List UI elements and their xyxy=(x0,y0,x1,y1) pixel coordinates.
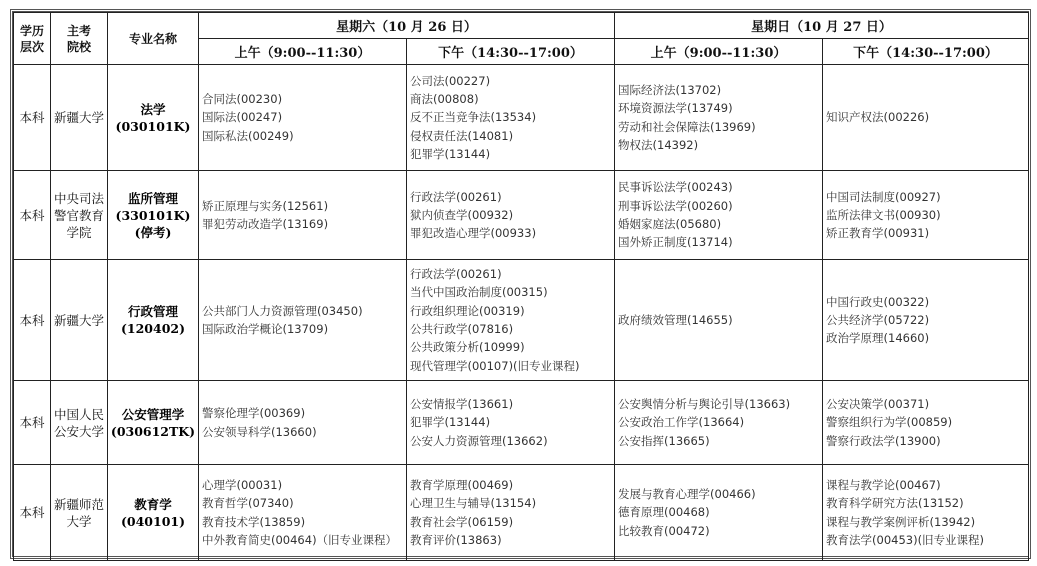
school-line: 中央司法 xyxy=(53,190,104,206)
school-cell xyxy=(51,381,108,465)
course-item: 罪犯改造心理学(00933) xyxy=(410,226,537,241)
header-sat-pm: 下午（14:30--17:00） xyxy=(407,39,615,65)
major-cell xyxy=(108,65,199,171)
course-item: 教育技术学(13859) xyxy=(202,514,306,529)
major-name: 法学 xyxy=(140,101,166,117)
course-item: 行政组织理论(00319) xyxy=(410,303,525,318)
header-level-line: 学历 xyxy=(19,23,44,38)
course-item: 心理学(00031) xyxy=(202,477,283,492)
major-code: (120402) xyxy=(120,321,185,336)
course-item: 现代管理学(00107)(旧专业课程) xyxy=(410,358,580,373)
course-item: 国际经济法(13702) xyxy=(618,82,722,97)
sun-pm-cell xyxy=(823,171,1029,260)
major-cell xyxy=(108,260,199,381)
major-name: 公安管理学 xyxy=(121,406,185,422)
course-item: 公安人力资源管理(13662) xyxy=(410,433,548,448)
course-item: 政治学原理(14660) xyxy=(826,331,930,346)
level-cell: 本科 xyxy=(14,171,51,260)
sun-pm-cell xyxy=(823,381,1029,465)
level-cell: 本科 xyxy=(14,65,51,171)
header-school xyxy=(51,13,108,65)
table-row xyxy=(14,260,1029,381)
course-item: 行政法学(00261) xyxy=(410,267,502,282)
header-row-days xyxy=(14,13,1029,39)
major-code: (330101K) xyxy=(115,207,191,223)
course-item: 反不正当竞争法(13534) xyxy=(410,110,537,125)
course-item: 公安决策学(00371) xyxy=(826,397,930,412)
sat-am-cell xyxy=(199,381,407,465)
course-item: 公安领导科学(13660) xyxy=(202,424,317,439)
course-item: 教育评价(13863) xyxy=(410,532,502,547)
major-code: (040101) xyxy=(120,513,185,529)
course-item: 发展与教育心理学(00466) xyxy=(618,487,756,502)
course-item: 教育学原理(00469) xyxy=(410,477,514,492)
major-name: 教育学 xyxy=(134,496,172,512)
sat-am-cell xyxy=(199,260,407,381)
course-item: 警察行政法学(13900) xyxy=(826,433,941,448)
school-line: 公安大学 xyxy=(53,423,104,439)
sun-am-cell xyxy=(615,260,823,381)
header-sat-am: 上午（9:00--11:30） xyxy=(199,39,407,65)
course-item: 犯罪学(13144) xyxy=(410,415,491,430)
course-item: 狱内侦查学(00932) xyxy=(410,207,514,222)
course-item: 教育科学研究方法(13152) xyxy=(826,496,964,511)
course-item: 婚姻家庭法(05680) xyxy=(618,217,722,231)
school-line: 大学 xyxy=(66,513,92,529)
course-item: 公安情报学(13661) xyxy=(410,397,514,412)
course-item: 课程与教学案例评析(13942) xyxy=(826,514,976,529)
course-item: 公共经济学(05722) xyxy=(826,312,930,327)
course-item: 监所法律文书(00930) xyxy=(826,207,941,222)
school-line: 学院 xyxy=(66,224,92,240)
course-item: 公安政治工作学(13664) xyxy=(618,415,745,430)
major-code: (030101K) xyxy=(115,118,191,134)
major-status: (停考) xyxy=(134,224,172,240)
school-line: 新疆大学 xyxy=(53,312,104,328)
header-day-saturday: 星期六（10 月 26 日） xyxy=(199,13,615,39)
major-name: 行政管理 xyxy=(127,304,178,319)
header-sun-am: 上午（9:00--11:30） xyxy=(615,39,823,65)
sun-pm-cell xyxy=(823,65,1029,171)
table-row xyxy=(14,465,1029,561)
exam-schedule-table xyxy=(13,12,1029,561)
header-level xyxy=(14,13,51,65)
course-item: 警察组织行为学(00859) xyxy=(826,415,953,430)
course-item: 矫正教育学(00931) xyxy=(826,226,930,241)
header-school-line: 院校 xyxy=(66,39,91,54)
major-name: 监所管理 xyxy=(127,190,178,206)
course-item: 课程与教学论(00467) xyxy=(826,477,941,492)
level-cell: 本科 xyxy=(14,381,51,465)
course-item: 公安舆情分析与舆论引导(13663) xyxy=(618,397,791,412)
school-cell xyxy=(51,171,108,260)
course-item: 中国行政史(00322) xyxy=(826,294,930,309)
school-line: 中国人民 xyxy=(53,406,104,422)
course-item: 当代中国政治制度(00315) xyxy=(410,285,548,300)
course-item: 公安指挥(13665) xyxy=(618,433,710,448)
sat-am-cell xyxy=(199,465,407,561)
header-level-line: 层次 xyxy=(19,39,44,54)
course-item: 民事诉讼法学(00243) xyxy=(618,180,733,195)
exam-schedule xyxy=(10,9,1031,559)
course-item: 教育法学(00453)(旧专业课程) xyxy=(826,532,985,547)
sat-pm-cell xyxy=(407,260,615,381)
course-item: 中国司法制度(00927) xyxy=(826,189,941,204)
sat-pm-cell xyxy=(407,171,615,260)
header-sun-pm: 下午（14:30--17:00） xyxy=(823,39,1029,65)
sat-pm-cell xyxy=(407,381,615,465)
course-item: 公共部门人力资源管理(03450) xyxy=(202,303,363,318)
sun-pm-cell xyxy=(823,260,1029,381)
course-item: 侵权责任法(14081) xyxy=(410,128,514,143)
course-item: 商法(00808) xyxy=(410,92,479,107)
school-line: 新疆大学 xyxy=(53,110,104,125)
sat-am-cell xyxy=(199,65,407,171)
course-item: 矫正原理与实务(12561) xyxy=(202,198,329,213)
school-line: 警官教育 xyxy=(53,207,104,223)
school-line: 新疆师范 xyxy=(53,496,104,512)
course-item: 公司法(00227) xyxy=(410,73,491,88)
sun-am-cell xyxy=(615,65,823,171)
course-item: 国际法(00247) xyxy=(202,110,283,125)
course-item: 德育原理(00468) xyxy=(618,505,710,520)
sat-am-cell xyxy=(199,171,407,260)
sat-pm-cell xyxy=(407,465,615,561)
course-item: 中外教育简史(00464)（旧专业课程） xyxy=(202,532,398,547)
level-cell: 本科 xyxy=(14,260,51,381)
course-item: 公共政策分析(10999) xyxy=(410,340,525,355)
sun-am-cell xyxy=(615,381,823,465)
course-item: 警察伦理学(00369) xyxy=(202,406,306,421)
header-major: 专业名称 xyxy=(108,13,199,65)
school-cell xyxy=(51,465,108,561)
sun-am-cell xyxy=(615,465,823,561)
course-item: 刑事诉讼法学(00260) xyxy=(618,198,733,213)
major-cell xyxy=(108,171,199,260)
course-item: 劳动和社会保障法(13969) xyxy=(618,119,756,134)
course-item: 物权法(14392) xyxy=(618,137,699,152)
course-item: 合同法(00230) xyxy=(202,92,283,107)
course-item: 环境资源法学(13749) xyxy=(618,101,733,116)
sun-am-cell xyxy=(615,171,823,260)
course-item: 知识产权法(00226) xyxy=(826,110,930,125)
school-cell xyxy=(51,65,108,171)
sat-pm-cell xyxy=(407,65,615,171)
course-item: 政府绩效管理(14655) xyxy=(618,312,733,327)
major-code: (030612TK) xyxy=(110,423,196,439)
course-item: 国外矫正制度(13714) xyxy=(618,235,733,250)
course-item: 国际私法(00249) xyxy=(202,128,294,143)
course-item: 心理卫生与辅导(13154) xyxy=(410,496,537,511)
table-row xyxy=(14,381,1029,465)
table-row xyxy=(14,65,1029,171)
school-cell xyxy=(51,260,108,381)
header-school-line: 主考 xyxy=(66,23,91,38)
course-item: 国际政治学概论(13709) xyxy=(202,322,329,336)
table-row xyxy=(14,171,1029,260)
course-item: 犯罪学(13144) xyxy=(410,146,491,161)
course-item: 罪犯劳动改造学(13169) xyxy=(202,217,329,231)
course-item: 教育社会学(06159) xyxy=(410,514,514,529)
course-item: 公共行政学(07816) xyxy=(410,322,514,336)
header-day-sunday: 星期日（10 月 27 日） xyxy=(615,13,1029,39)
sun-pm-cell xyxy=(823,465,1029,561)
major-cell xyxy=(108,381,199,465)
course-item: 教育哲学(07340) xyxy=(202,496,294,511)
course-item: 行政法学(00261) xyxy=(410,189,502,204)
major-cell xyxy=(108,465,199,561)
level-cell: 本科 xyxy=(14,465,51,561)
course-item: 比较教育(00472) xyxy=(618,523,710,538)
